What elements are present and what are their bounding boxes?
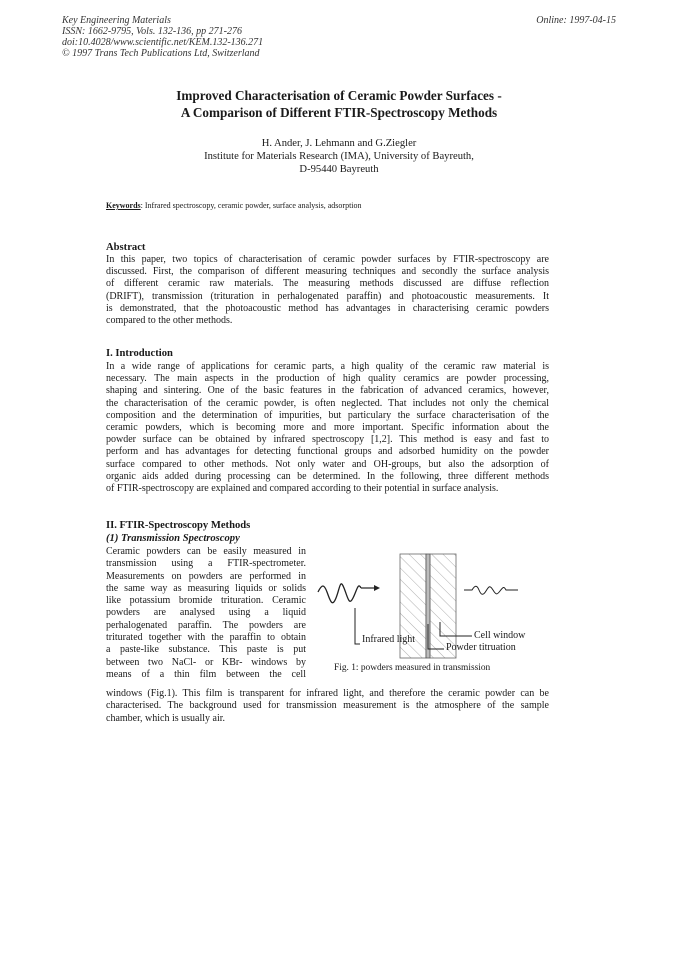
intro-line: organic aids added during processing can be determined. In the following, three different methods	[106, 470, 549, 482]
methods-continuation	[106, 688, 549, 725]
journal-name: Key Engineering Materials	[62, 15, 171, 26]
intro-line: perform and has advantages for detecting functional groups and adsorbed humidity on the powder	[106, 446, 549, 458]
journal-header	[62, 15, 616, 59]
abstract-line: of different ceramic raw materials. The measuring methods discussed are diffuse reflection	[106, 278, 549, 290]
abstract-line: In this paper, two topics of characterisation of ceramic powder surfaces by FTIR-spectroscopy are	[106, 254, 549, 265]
methods-heading: II. FTIR-Spectroscopy Methods	[106, 520, 251, 531]
methods-line: powders are analysed using a liquid	[106, 607, 306, 619]
keywords-label: Keywords	[106, 201, 141, 210]
intro-line: necessary. The main aspects in the production of high quality ceramics are powder processing,	[106, 373, 549, 385]
methods-line: Measurements on powders are performed in	[106, 570, 306, 582]
intro-line: the characterisation of the ceramic powder, is often neglected. That includes not only the chemical	[106, 397, 549, 409]
intro-line: surface compared to other methods. Not only water and OH-groups, but also the adsorption of	[106, 458, 549, 470]
abstract-line: compared to the other methods.	[106, 314, 233, 326]
keywords	[106, 201, 546, 211]
methods-line: triturated together with the paraffin to obtain	[106, 632, 306, 644]
journal-copyright: © 1997 Trans Tech Publications Ltd, Switzerland	[62, 48, 260, 59]
title-line: A Comparison of Different FTIR-Spectroscopy Methods	[180, 105, 498, 120]
arrow-head-icon	[374, 585, 380, 591]
methods-line: Ceramic powders can be easily measured in	[106, 546, 306, 557]
methods-column	[106, 546, 306, 681]
intro-line: shaping and sintering. One of the basic features in the fabrication of advanced ceramics, however,	[106, 385, 549, 397]
powder-titruation-label: Powder titruation	[446, 642, 516, 653]
intro-line: In a wide range of applications for ceramic parts, a high quality of the ceramic raw material is	[106, 361, 549, 372]
abstract-line: discussed. First, the comparison of different measuring techniques and secondly the surface analysis	[106, 266, 549, 278]
abstract-line: is demonstrated, that the photoacoustic method has advantages in characterising ceramic powders	[106, 302, 549, 314]
transmission-subheading: (1) Transmission Spectroscopy	[106, 533, 240, 544]
methods-line: windows (Fig.1). This film is transparent for infrared light, and therefore the ceramic powder can be	[106, 688, 549, 699]
figure-caption: Fig. 1: powders measured in transmission	[334, 663, 491, 673]
methods-line: perhalogenated paraffin. The powders are	[106, 619, 306, 631]
methods-line: like potassium bromide trituration. Ceramic	[106, 595, 306, 607]
methods-line: between two NaCl- or KBr- windows by	[106, 656, 306, 668]
intro-line: composition and the determination of impurities, but particulary the surface characterisation of the	[106, 409, 549, 421]
incoming-wave-icon	[318, 584, 361, 603]
introduction-body	[106, 361, 549, 495]
abstract-heading: Abstract	[106, 242, 146, 253]
infrared-leader-line	[355, 608, 360, 644]
methods-line: transmission using a FTIR-spectrometer.	[106, 558, 306, 570]
methods-line: means of a thin film between the cell	[106, 668, 306, 680]
abstract-line: (DRIFT), transmission (trituration in perhalogenated paraffin) and photoacoustic measurements. It	[106, 290, 549, 302]
abstract-body	[106, 254, 549, 327]
intro-line: ceramic powders, which is becoming more and more important. Specific information about the	[106, 421, 549, 433]
methods-line: a paste-like substance. This paste is put	[106, 644, 306, 656]
methods-line: chamber, which is usually air.	[106, 712, 226, 724]
transmission-diagram	[312, 548, 556, 663]
journal-issn: ISSN: 1662-9795, Vols. 132-136, pp 271-276	[62, 26, 242, 37]
paper-title	[62, 87, 616, 121]
author-block	[62, 137, 616, 176]
infrared-light-label: Infrared light	[362, 634, 416, 645]
intro-line: of FTIR-spectroscopy are explained and compared according to their potential in surface analysis.	[106, 482, 499, 494]
affiliation-line: Institute for Materials Research (IMA), University of Bayreuth,	[204, 151, 474, 162]
title-line: Improved Characterisation of Ceramic Powder Surfaces -	[176, 88, 502, 103]
keywords-text: : Infrared spectroscopy, ceramic powder, surface analysis, adsorption	[140, 201, 362, 210]
cell-window-label: Cell window	[474, 630, 526, 641]
authors: H. Ander, J. Lehmann and G.Ziegler	[261, 138, 417, 149]
introduction-heading: I. Introduction	[106, 348, 173, 359]
outgoing-wave-icon	[464, 586, 518, 594]
affiliation-line: D-95440 Bayreuth	[299, 164, 379, 175]
online-date: Online: 1997-04-15	[536, 15, 616, 26]
journal-doi: doi:10.4028/www.scientific.net/KEM.132-136.271	[62, 37, 264, 48]
figure-1	[312, 548, 556, 678]
methods-line: characterised. The background used for transmission measurement is the atmosphere of the sample	[106, 700, 549, 712]
methods-line: the same way as measuring liquids or solids	[106, 582, 306, 594]
intro-line: powder surface can be obtained by infrared spectroscopy [1,2]. This method is easy and fast to	[106, 434, 549, 446]
